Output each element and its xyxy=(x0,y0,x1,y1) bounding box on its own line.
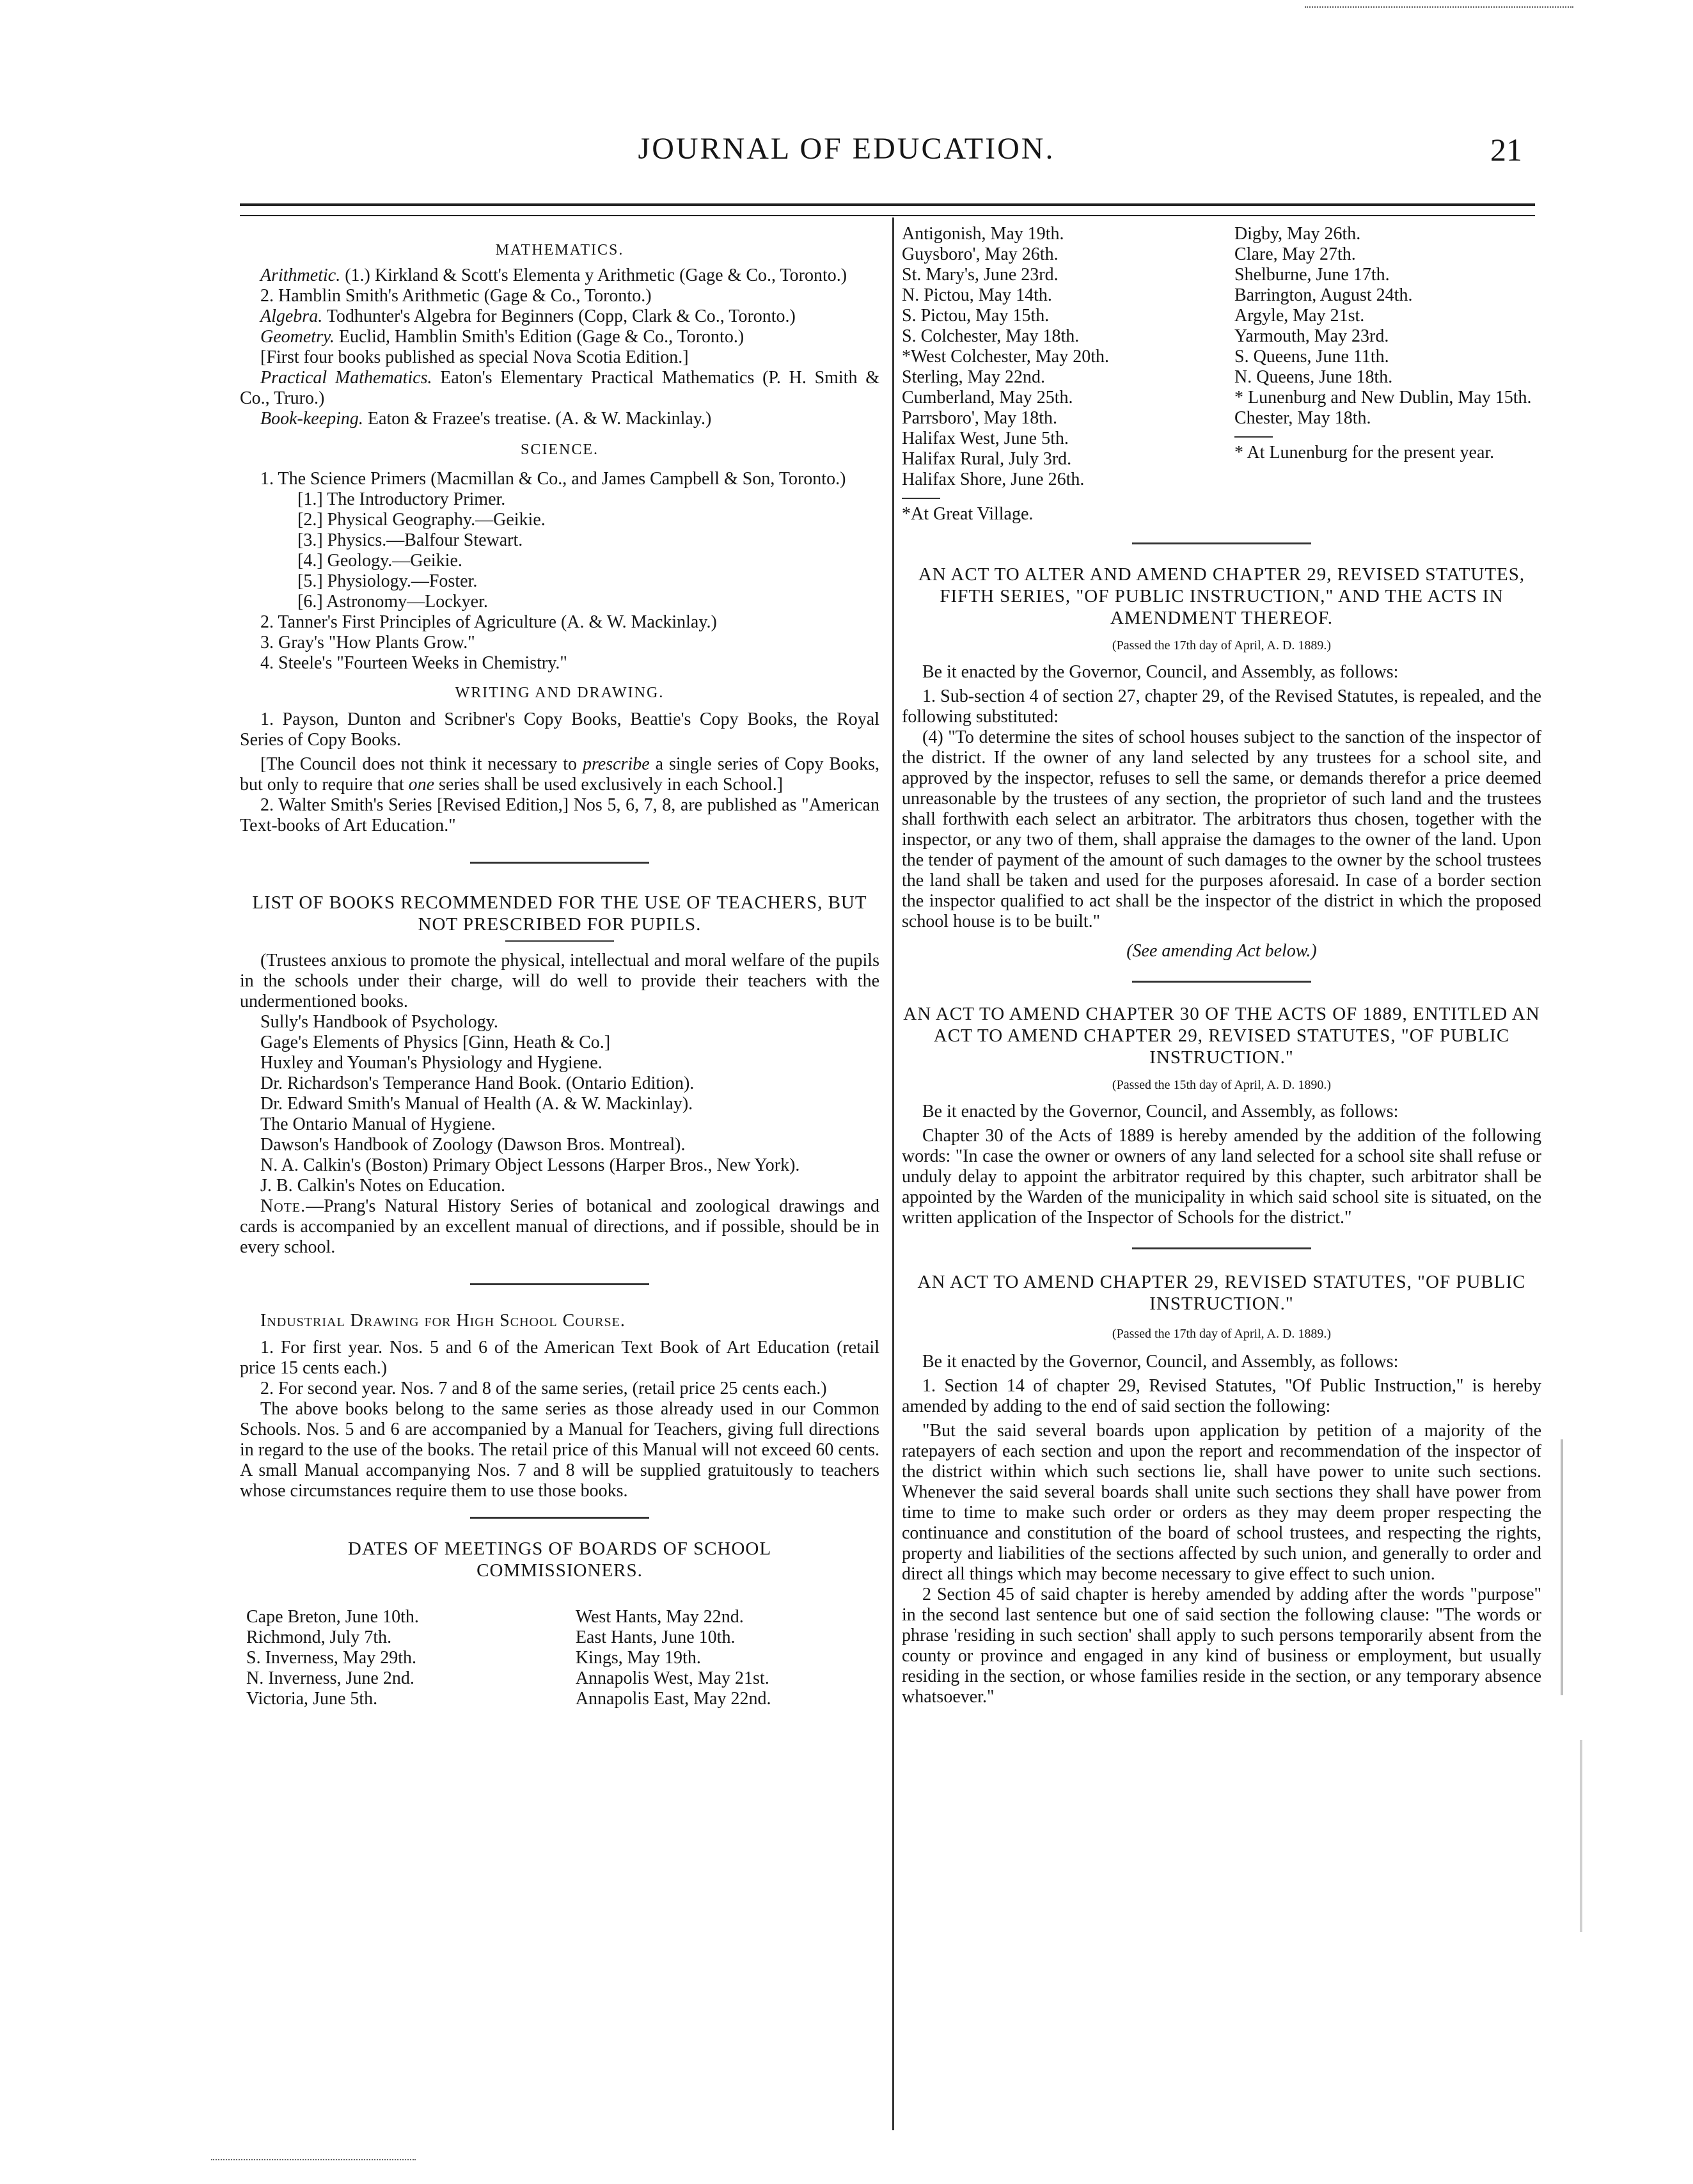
list-item: Dr. Edward Smith's Manual of Health (A. & W. Mackinlay). xyxy=(260,1094,693,1114)
math-list xyxy=(240,265,879,429)
date-item: S. Pictou, May 15th. xyxy=(902,306,1050,326)
act3-enact: Be it enacted by the Governor, Council, and Assembly, as follows: xyxy=(922,1352,1399,1372)
writing-note: [The Council does not think it necessary to prescribe a single series of Copy Books, but only to require that one series shall be used exclusively in each School.] xyxy=(240,754,879,795)
date-item: West Hants, May 22nd. xyxy=(575,1607,744,1627)
section-rule xyxy=(470,1517,649,1519)
science-item: 4. Steele's "Fourteen Weeks in Chemistry." xyxy=(260,653,567,673)
date-item: N. Pictou, May 14th. xyxy=(902,285,1052,305)
writing-item: 2. Walter Smith's Series [Revised Edition,] Nos 5, 6, 7, 8, are published as "American Text-books of Art Education." xyxy=(240,795,879,835)
list-item: N. A. Calkin's (Boston) Primary Object Lessons (Harper Bros., New York). xyxy=(260,1155,800,1175)
math-item: Book-keeping. Eaton & Frazee's treatise. (A. & W. Mackinlay.) xyxy=(260,409,712,429)
right-column xyxy=(902,224,1541,1707)
scan-margin-mark xyxy=(1561,1439,1563,1695)
drawing-item: 1. For first year. Nos. 5 and 6 of the American Text Book of Art Education (retail price 15 cents each.) xyxy=(240,1338,879,1378)
act2-heading: AN ACT TO AMEND CHAPTER 30 OF THE ACTS OF 1889, ENTITLED AN ACT TO AMEND CHAPTER 29, REVISED STATUTES, "OF PUBLIC INSTRUCTION." xyxy=(903,1004,1540,1068)
date-item: Richmond, July 7th. xyxy=(246,1627,392,1647)
column-divider xyxy=(892,218,894,2130)
heading-rule xyxy=(505,940,614,942)
list-heading: LIST OF BOOKS RECOMMENDED FOR THE USE OF TEACHERS, BUT NOT PRESCRIBED FOR PUPILS. xyxy=(252,892,867,935)
date-item: Barrington, August 24th. xyxy=(1234,285,1413,305)
act2-passed: (Passed the 15th day of April, A. D. 1890.) xyxy=(1112,1078,1332,1092)
date-item: Clare, May 27th. xyxy=(1234,244,1356,264)
date-item: Victoria, June 5th. xyxy=(246,1689,378,1709)
date-item: S. Queens, June 11th. xyxy=(1234,347,1389,367)
math-item: Geometry. Euclid, Hamblin Smith's Edition (Gage & Co., Toronto.) xyxy=(260,327,744,347)
science-item: 2. Tanner's First Principles of Agriculture (A. & W. Mackinlay.) xyxy=(260,612,717,632)
date-item: Chester, May 18th. xyxy=(1234,408,1371,428)
act2-enact: Be it enacted by the Governor, Council, and Assembly, as follows: xyxy=(922,1102,1399,1121)
section-rule xyxy=(1132,981,1311,983)
book-list xyxy=(240,1012,879,1196)
page-number: 21 xyxy=(1490,132,1522,168)
dates-table xyxy=(240,1607,879,1709)
act3-para: 2 Section 45 of said chapter is hereby amended by adding after the words "purpose" in the second last sentence but one of said section the following clause: "The words or phrase 'residing in such section' shall apply to such persons temporarily absent from the county or province and engaged in any kind of business or employment, but usually residing in the section, or whose families reside in the section, or any temporary absence whatsoever." xyxy=(902,1585,1541,1707)
primer-item: [5.] Physiology.—Foster. xyxy=(297,571,478,591)
dates-heading: DATES OF MEETINGS OF BOARDS OF SCHOOL COMMISSIONERS. xyxy=(347,1539,772,1581)
date-item: Annapolis East, May 22nd. xyxy=(575,1689,771,1709)
footnote: * At Lunenburg for the present year. xyxy=(1234,443,1495,463)
dates-list xyxy=(246,1607,550,1709)
date-item: Halifax West, June 5th. xyxy=(902,429,1069,448)
dates-table-continued xyxy=(902,224,1541,525)
date-item: Antigonish, May 19th. xyxy=(902,224,1064,244)
drawing-heading: Industrial Drawing for High School Course. xyxy=(260,1311,626,1331)
list-item: J. B. Calkin's Notes on Education. xyxy=(260,1176,506,1196)
date-item: Cumberland, May 25th. xyxy=(902,388,1073,408)
list-item: Gage's Elements of Physics [Ginn, Heath & Co.] xyxy=(260,1033,611,1052)
section-rule xyxy=(1132,542,1311,544)
primer-item: [3.] Physics.—Balfour Stewart. xyxy=(297,530,523,550)
date-item: Shelburne, June 17th. xyxy=(1234,265,1390,285)
primer-item: [4.] Geology.—Geikie. xyxy=(297,551,462,571)
act3-para: 1. Section 14 of chapter 29, Revised Statutes, "Of Public Instruction," is hereby amended by adding to the end of said section the following: xyxy=(902,1376,1541,1416)
date-item: Cape Breton, June 10th. xyxy=(246,1607,419,1627)
act1-enact: Be it enacted by the Governor, Council, and Assembly, as follows: xyxy=(922,662,1399,682)
date-item: Yarmouth, May 23rd. xyxy=(1234,326,1389,346)
act3-heading: AN ACT TO AMEND CHAPTER 29, REVISED STATUTES, "OF PUBLIC INSTRUCTION." xyxy=(917,1272,1526,1314)
date-item: Halifax Rural, July 3rd. xyxy=(902,449,1072,469)
date-item: Sterling, May 22nd. xyxy=(902,367,1045,387)
date-item: N. Queens, June 18th. xyxy=(1234,367,1393,387)
math-heading: MATHEMATICS. xyxy=(495,242,624,258)
date-item: East Hants, June 10th. xyxy=(575,1627,736,1647)
act3-passed: (Passed the 17th day of April, A. D. 1889.) xyxy=(1112,1327,1332,1341)
section-rule xyxy=(1132,1247,1311,1249)
writing-heading: WRITING AND DRAWING. xyxy=(455,684,665,701)
writing-item: 1. Payson, Dunton and Scribner's Copy Books, Beattie's Copy Books, the Royal Series of Copy Books. xyxy=(240,709,879,750)
date-item: S. Colchester, May 18th. xyxy=(902,326,1080,346)
header-double-rule xyxy=(240,203,1535,216)
math-item: Algebra. Todhunter's Algebra for Beginners (Copp, Clark & Co., Toronto.) xyxy=(260,306,796,326)
dates-list xyxy=(1234,224,1541,525)
act1-para: 1. Sub-section 4 of section 27, chapter 29, of the Revised Statutes, is repealed, and the following substituted: xyxy=(902,686,1541,727)
running-title: JOURNAL OF EDUCATION. xyxy=(638,132,1055,166)
list-item: Sully's Handbook of Psychology. xyxy=(260,1012,498,1032)
date-item: N. Inverness, June 2nd. xyxy=(246,1668,414,1688)
section-rule xyxy=(470,862,649,864)
drawing-item: 2. For second year. Nos. 7 and 8 of the same series, (retail price 25 cents each.) xyxy=(260,1379,827,1398)
primer-item: [6.] Astronomy—Lockyer. xyxy=(297,592,488,612)
primer-item: [2.] Physical Geography.—Geikie. xyxy=(297,510,546,530)
dates-list xyxy=(576,1607,879,1709)
date-item: St. Mary's, June 23rd. xyxy=(902,265,1059,285)
left-column xyxy=(240,240,879,1709)
act3-para: "But the said several boards upon application by petition of a majority of the ratepayers of each section and upon the report and recommendation of the inspector of the district within which such sections lie, shall have power to unite such sections. Whenever the said several boards shall unite such sections they shall have power from time to time to make such order or orders as they may deem proper respecting the continuance and constitution of the board of school trustees, and respecting the rights, property and liabilities of the sections affected by such union, and generally to order and direct all things which may become necessary to give effect to such union. xyxy=(902,1421,1541,1584)
act1-heading: AN ACT TO ALTER AND AMEND CHAPTER 29, REVISED STATUTES, FIFTH SERIES, "OF PUBLIC INSTRUCTION," AND THE ACTS IN AMENDMENT THEREOF. xyxy=(918,564,1525,628)
science-item: 3. Gray's "How Plants Grow." xyxy=(260,633,475,653)
date-item: * Lunenburg and New Dublin, May 15th. xyxy=(1234,388,1532,408)
science-heading: SCIENCE. xyxy=(520,441,599,458)
scan-top-mark xyxy=(1305,6,1573,8)
list-item: Dawson's Handbook of Zoology (Dawson Bros. Montreal). xyxy=(260,1135,686,1155)
dates-list xyxy=(902,224,1209,525)
date-item: Guysboro', May 26th. xyxy=(902,244,1059,264)
math-item: 2. Hamblin Smith's Arithmetic (Gage & Co., Toronto.) xyxy=(260,286,652,306)
science-item: 1. The Science Primers (Macmillan & Co., and James Campbell & Son, Toronto.) xyxy=(260,469,846,489)
footnote: *At Great Village. xyxy=(902,504,1034,524)
list-intro: (Trustees anxious to promote the physical, intellectual and moral welfare of the pupils in the schools under their charge, will do well to provide their teachers with the undermentioned books. xyxy=(240,951,879,1011)
list-note: Note.—Prang's Natural History Series of botanical and zoological drawings and cards is accompanied by an excellent manual of directions, and if possible, should be in every school. xyxy=(240,1196,879,1257)
scan-margin-mark xyxy=(1580,1740,1582,1932)
section-rule xyxy=(470,1283,649,1285)
list-item: Huxley and Youman's Physiology and Hygiene. xyxy=(260,1053,602,1073)
primer-item: [1.] The Introductory Primer. xyxy=(297,489,506,509)
list-item: The Ontario Manual of Hygiene. xyxy=(260,1114,496,1134)
act2-para: Chapter 30 of the Acts of 1889 is hereby amended by the addition of the following words: "In case the owner or owners of any land selected for a school site shall refuse or unduly delay to appoint the arbitrator required by this chapter, such arbitrator shall be appointed by the Warden of the municipality in which said school site is situated, on the written application of the Inspector of Schools for the district." xyxy=(902,1126,1541,1228)
act1-passed: (Passed the 17th day of April, A. D. 1889.) xyxy=(1112,638,1332,653)
act1-para: (4) "To determine the sites of school houses subject to the sanction of the inspector of the district. If the owner of any land selected by any trustees for a school site, and approved by the inspector, refuses to sell the same, or demands therefor a price deemed unreasonable by the trustees of any section, the proprietor of such land and the trustees shall forthwith each select an arbitrator. The arbitrators thus chosen, together with the inspector, or any two of them, shall appraise the damages to the owner of the land. Upon the tender of payment of the amount of such damages to the owner by the school trustees the land shall be taken and used for the purposes aforesaid. In case of a border section the inspector qualified to act shall be the inspector of the district in which the proposed school house is to be built." xyxy=(902,727,1541,931)
date-item: Argyle, May 21st. xyxy=(1234,306,1365,326)
footnote-rule xyxy=(902,498,940,499)
math-item: Practical Mathematics. Eaton's Elementary Practical Mathematics (P. H. Smith & Co., Truro.) xyxy=(240,368,879,408)
date-item: S. Inverness, May 29th. xyxy=(246,1648,416,1668)
scan-bottom-mark xyxy=(211,2159,416,2160)
date-item: *West Colchester, May 20th. xyxy=(902,347,1110,367)
math-item: [First four books published as special Nova Scotia Edition.] xyxy=(260,347,689,367)
math-item: Arithmetic. (1.) Kirkland & Scott's Elementa y Arithmetic (Gage & Co., Toronto.) xyxy=(260,265,847,285)
date-item: Halifax Shore, June 26th. xyxy=(902,470,1085,489)
date-item: Parrsboro', May 18th. xyxy=(902,408,1058,428)
date-item: Annapolis West, May 21st. xyxy=(575,1668,769,1688)
footnote-rule xyxy=(1234,436,1273,438)
drawing-item: The above books belong to the same series as those already used in our Common Schools. Nos. 5 and 6 are accompanied by a Manual for Teachers, giving full directions in regard to the use of the books. The retail price of this Manual will not exceed 60 cents. A small Manual accompanying Nos. 7 and 8 will be supplied gratuitously to teachers whose circumstances require them to use those books. xyxy=(240,1399,879,1501)
date-item: Kings, May 19th. xyxy=(575,1648,701,1668)
date-item: Digby, May 26th. xyxy=(1234,224,1361,244)
act1-see-note: (See amending Act below.) xyxy=(1126,941,1317,961)
list-item: Dr. Richardson's Temperance Hand Book. (Ontario Edition). xyxy=(260,1073,695,1093)
